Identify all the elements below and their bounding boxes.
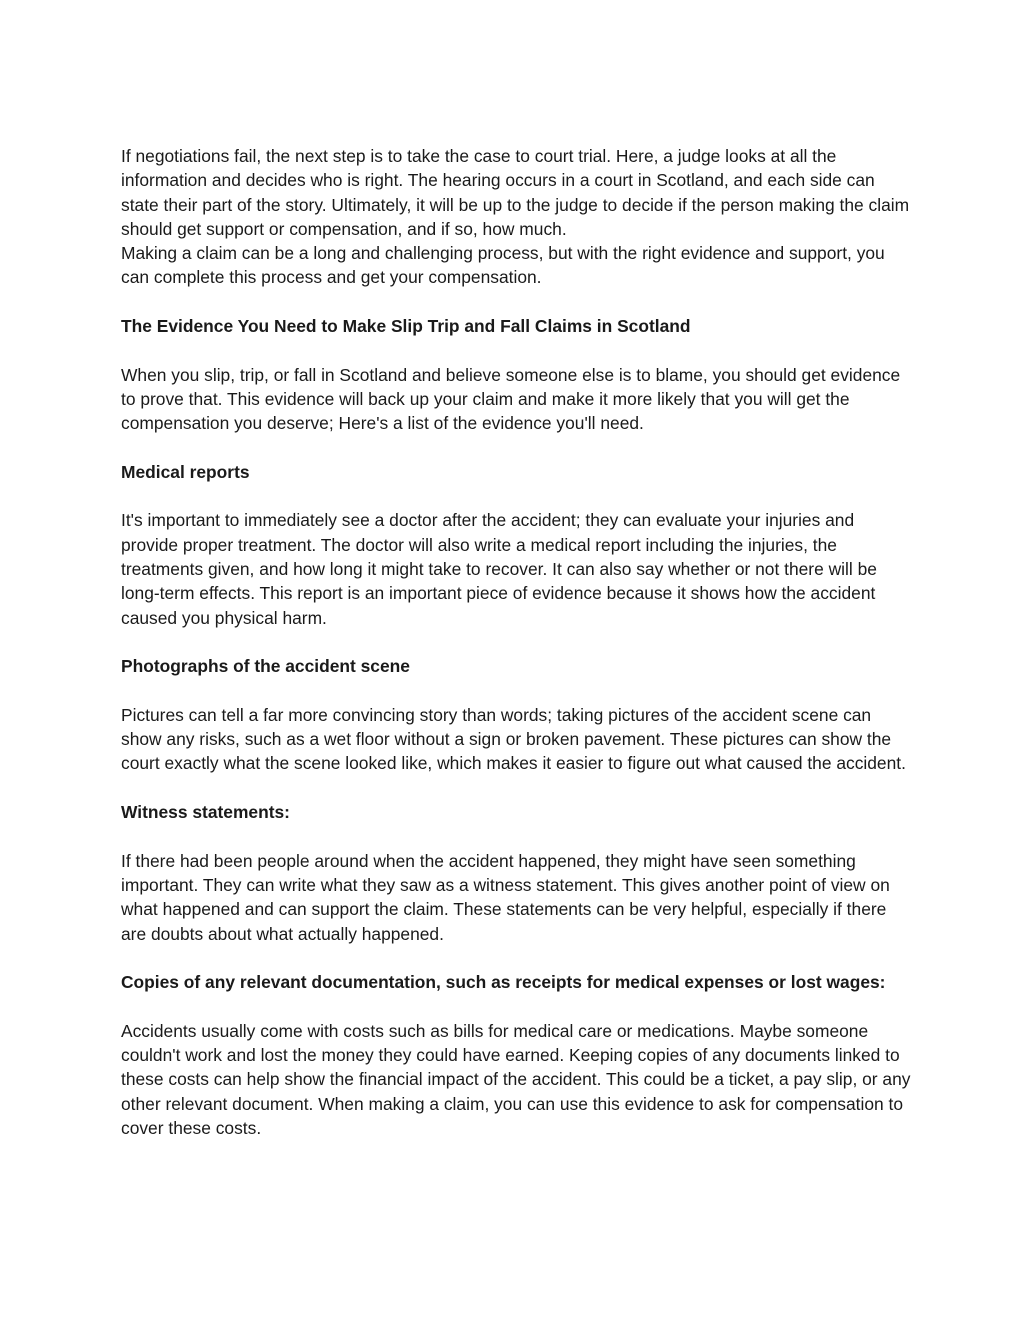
intro-paragraph-claim-process: Making a claim can be a long and challenging process, but with the right evidence and support, you can complete this process and get your compensation. (121, 243, 885, 288)
spacer (121, 946, 911, 970)
spacer (121, 338, 911, 362)
spacer (121, 824, 911, 848)
spacer (121, 484, 911, 508)
spacer (121, 630, 911, 654)
document-body (121, 144, 911, 1140)
relevant-documentation-paragraph: Accidents usually come with costs such as bills for medical care or medications. Maybe someone couldn't work and lost the money they could have earned. Keeping copies of any documents linked to these costs can help show the financial impact of the accident. This could be a ticket, a pay slip, or any other relevant document. When making a claim, you can use this evidence to ask for compensation to cover these costs. (121, 1020, 911, 1138)
section-heading-evidence: The Evidence You Need to Make Slip Trip and Fall Claims in Scotland (121, 316, 691, 337)
medical-reports-paragraph: It's important to immediately see a doctor after the accident; they can evaluate your injuries and provide proper treatment. The doctor will also write a medical report including the injuries, the treatments given, and how long it might take to recover. It can also say whether or not there will be long-term effects. This report is an important piece of evidence because it shows how the accident caused you physical harm. (121, 510, 877, 628)
spacer (121, 679, 911, 703)
subheading-medical-reports: Medical reports (121, 461, 250, 482)
spacer (121, 994, 911, 1018)
photographs-paragraph: Pictures can tell a far more convincing story than words; taking pictures of the accident scene can show any risks, such as a wet floor without a sign or broken pavement. These pictures can show the court exactly what the scene looked like, which makes it easier to figure out what caused the accident. (121, 704, 906, 774)
witness-statements-paragraph: If there had been people around when the accident happened, they might have seen something important. They can write what they saw as a witness statement. This gives another point of view on what happened and can support the claim. These statements can be very helpful, especially if there are doubts about what actually happened. (121, 850, 890, 944)
spacer (121, 290, 911, 314)
subheading-relevant-documentation: Copies of any relevant documentation, such as receipts for medical expenses or lost wages: (121, 972, 886, 993)
spacer (121, 436, 911, 460)
spacer (121, 776, 911, 800)
subheading-photographs: Photographs of the accident scene (121, 656, 410, 677)
subheading-witness-statements: Witness statements: (121, 802, 290, 823)
intro-paragraph-court-trial: If negotiations fail, the next step is to take the case to court trial. Here, a judge looks at all the information and decides who is right. The hearing occurs in a court in Scotland, and each side can state their part of the story. Ultimately, it will be up to the judge to decide if the person making the claim should get support or compensation, and if so, how much. (121, 146, 910, 239)
section-intro-paragraph: When you slip, trip, or fall in Scotland and believe someone else is to blame, you should get evidence to prove that. This evidence will back up your claim and make it more likely that you will get the compensation you deserve; Here's a list of the evidence you'll need. (121, 364, 901, 434)
